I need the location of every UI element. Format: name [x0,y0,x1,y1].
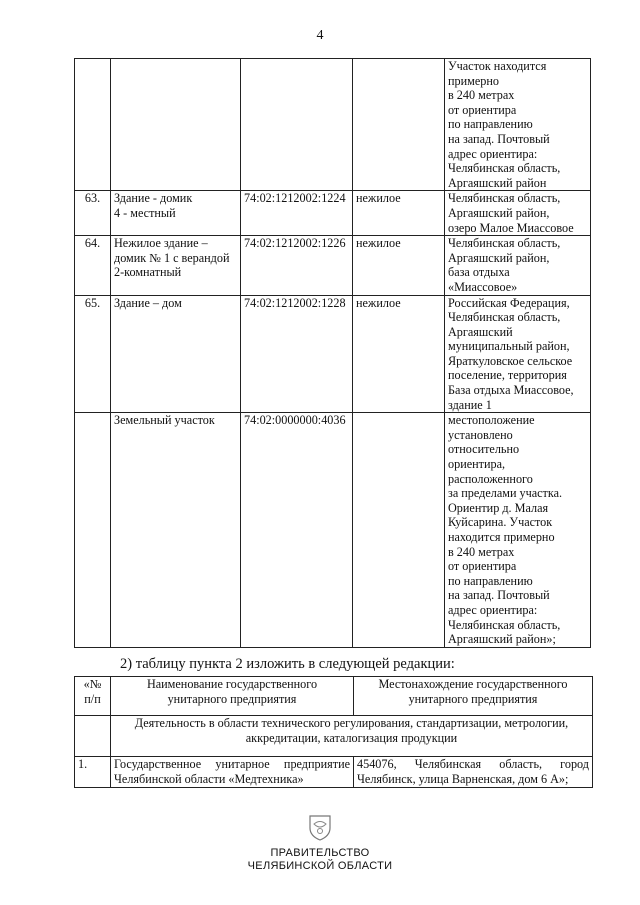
table-row [75,191,591,236]
row-num [75,413,111,648]
row-cadastral-number [241,59,353,191]
row-address: Российская Федерация, Челябинская область, Аргаяшский муниципальный район, Яраткуловское сельское поселение, территория База отдыха Миассовое, здание 1 [445,295,591,413]
header-num: «№ п/п [75,677,111,716]
table-row [75,59,591,191]
row-address: Челябинская область, Аргаяшский район, база отдыха «Миассовое» [445,236,591,295]
row-cadastral-number: 74:02:1212002:1224 [241,191,353,236]
row-name: Земельный участок [111,413,241,648]
enterprise-table [74,676,593,788]
row-name: Нежилое здание – домик № 1 с верандой 2-комнатный [111,236,241,295]
government-name: ПРАВИТЕЛЬСТВО ЧЕЛЯБИНСКОЙ ОБЛАСТИ [247,847,393,872]
row-cadastral-number: 74:02:1212002:1226 [241,236,353,295]
row-name: Здание - домик 4 - местный [111,191,241,236]
row-address: местоположение установлено относительно ориентира, расположенного за пределами участка. Ориентир д. Малая Куйсарина. Участок находится примерно в 240 метрах от ориентира по направлению на запад. Почтовый адрес ориентира: Челябинская область, Аргаяшский район»; [445,413,591,648]
row-num: 64. [75,236,111,295]
row-type: нежилое [353,236,445,295]
property-table [74,58,591,648]
row-cadastral-number: 74:02:1212002:1228 [241,295,353,413]
row-name: Здание – дом [111,295,241,413]
row-location: 454076, Челябинская область, город Челябинск, улица Варненская, дом 6 А»; [354,757,593,788]
footer [0,810,640,873]
table-row [75,236,591,295]
row-type [353,59,445,191]
row-num [75,59,111,191]
row-num: 63. [75,191,111,236]
row-address: Челябинская область, Аргаяшский район, озеро Малое Миассовое [445,191,591,236]
row-type: нежилое [353,295,445,413]
table-row [75,413,591,648]
row-type: нежилое [353,191,445,236]
intro-text: 2) таблицу пункта 2 изложить в следующей редакции: [120,656,455,672]
row-type [353,413,445,648]
page-number: 4 [316,28,324,43]
header-location: Местонахождение государственного унитарного предприятия [354,677,593,716]
row-name: Государственное унитарное предприятие Челябинской области «Медтехника» [111,757,354,788]
row-num: 1. [75,757,111,788]
row-name [111,59,241,191]
table-row [75,757,593,788]
section-title: Деятельность в области технического регулирования, стандартизации, метрологии, аккредитации, каталогизация продукции [111,716,593,757]
table-row [75,295,591,413]
coat-of-arms-icon [304,810,336,842]
header-name: Наименование государственного унитарного предприятия [111,677,354,716]
row-cadastral-number: 74:02:0000000:4036 [241,413,353,648]
section-row [75,716,593,757]
row-num: 65. [75,295,111,413]
row-address: Участок находится примерно в 240 метрах от ориентира по направлению на запад. Почтовый адрес ориентира: Челябинская область, Аргаяшский район [445,59,591,191]
table-header-row [75,677,593,716]
